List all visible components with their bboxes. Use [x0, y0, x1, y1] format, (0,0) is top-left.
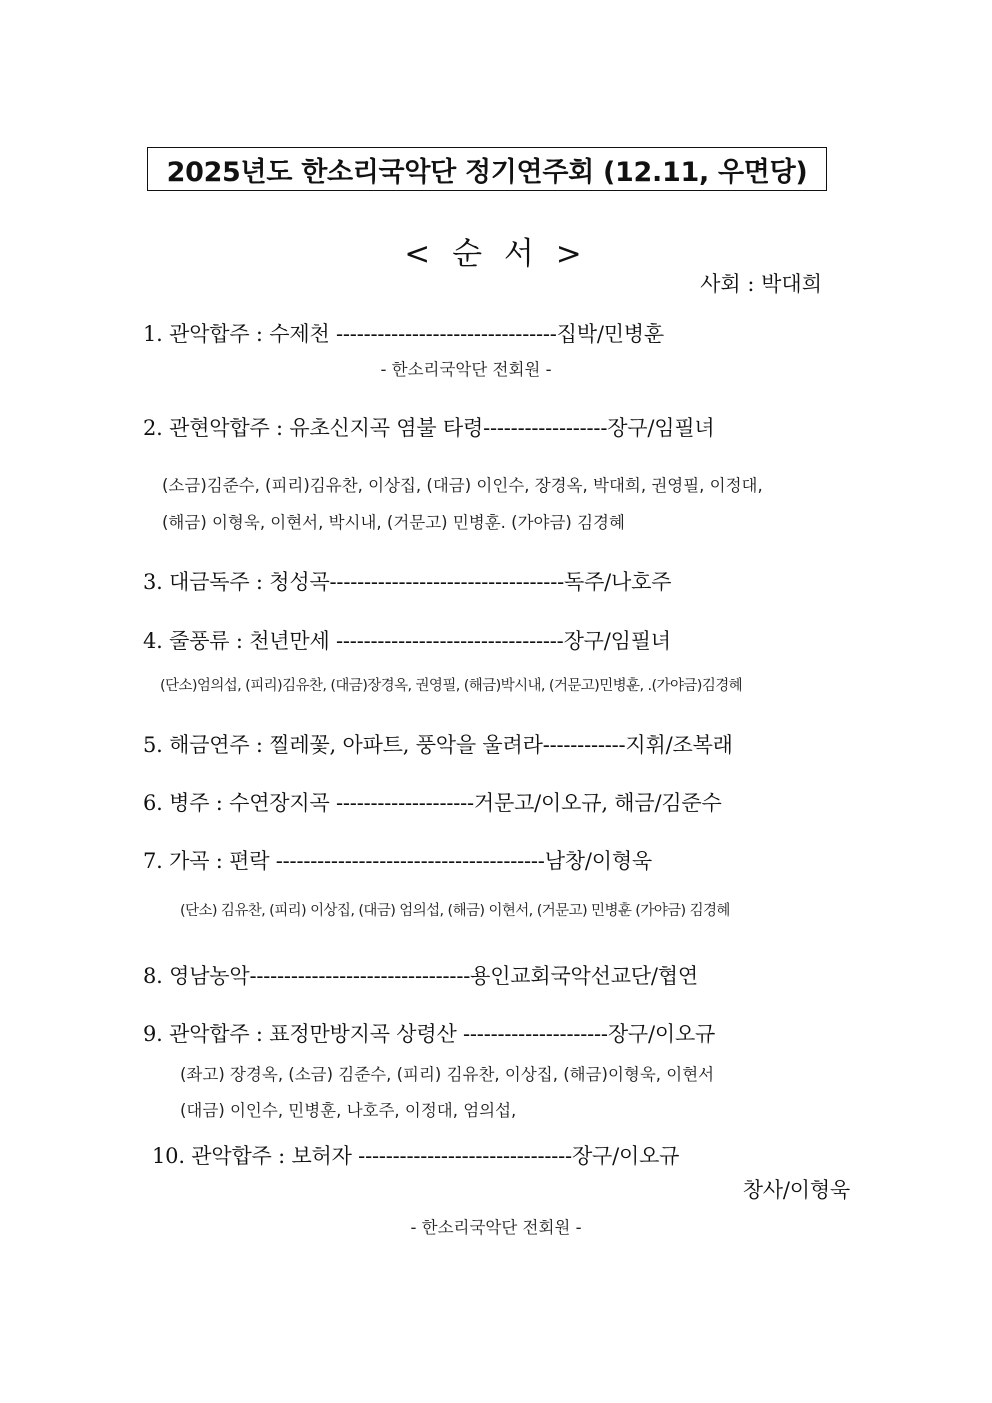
program-item-7: 7. 가곡 : 편락 ---------------------------------------남창/이형욱 — [143, 849, 652, 873]
program-title: 2025년도 한소리국악단 정기연주회 (12.11, 우면당) — [166, 156, 808, 188]
program-item-9: 9. 관악합주 : 표정만방지곡 상령산 ---------------------장구/이오규 — [143, 1022, 716, 1046]
program-item-3: 3. 대금독주 : 청성곡----------------------------------독주/나호주 — [143, 570, 672, 594]
program-item-2-performers-2: (해금) 이형욱, 이현서, 박시내, (거문고) 민병훈. (가야금) 김경혜 — [162, 513, 625, 532]
program-item-2-performers-1: (소금)김준수, (피리)김유찬, 이상집, (대금) 이인수, 장경옥, 박대희, 권영필, 이정대, — [162, 476, 763, 495]
program-item-8: 8. 영남농악--------------------------------용인교회국악선교단/협연 — [143, 964, 698, 988]
program-item-9-performers-1: (좌고) 장경옥, (소금) 김준수, (피리) 김유찬, 이상집, (해금)이형욱, 이현서 — [180, 1065, 715, 1084]
program-item-1: 1. 관악합주 : 수제천 --------------------------------집박/민병훈 — [143, 322, 664, 346]
program-title-box — [147, 147, 827, 191]
program-item-10: 10. 관악합주 : 보허자 -------------------------------장구/이오규 — [152, 1144, 680, 1168]
host-line: 사회 : 박대희 — [700, 272, 822, 296]
program-item-5: 5. 해금연주 : 찔레꽃, 아파트, 풍악을 울려라------------지휘/조복래 — [143, 733, 733, 757]
program-item-9-performers-2: (대금) 이인수, 민병훈, 나호주, 이정대, 엄의섭, — [180, 1101, 517, 1120]
program-item-10-line2: 창사/이형욱 — [742, 1178, 850, 1202]
order-heading: < 순 서 > — [404, 236, 588, 272]
program-item-2: 2. 관현악합주 : 유초신지곡 염불 타령------------------장구/임필녀 — [143, 416, 715, 440]
program-item-4-performers: (단소)엄의섭, (피리)김유찬, (대금)장경옥, 권영필, (해금)박시내, (거문고)민병훈, .(가야금)김경혜 — [160, 678, 743, 694]
program-item-7-performers: (단소) 김유찬, (피리) 이상집, (대금) 엄의섭, (해금) 이현서, (거문고) 민병훈 (가야금) 김경혜 — [180, 903, 730, 919]
program-item-1-note: - 한소리국악단 전회원 - — [380, 360, 552, 379]
program-item-10-note: - 한소리국악단 전회원 - — [410, 1218, 582, 1237]
program-item-6: 6. 병주 : 수연장지곡 --------------------거문고/이오규, 해금/김준수 — [143, 791, 722, 815]
program-item-4: 4. 줄풍류 : 천년만세 ---------------------------------장구/임필녀 — [143, 629, 671, 653]
